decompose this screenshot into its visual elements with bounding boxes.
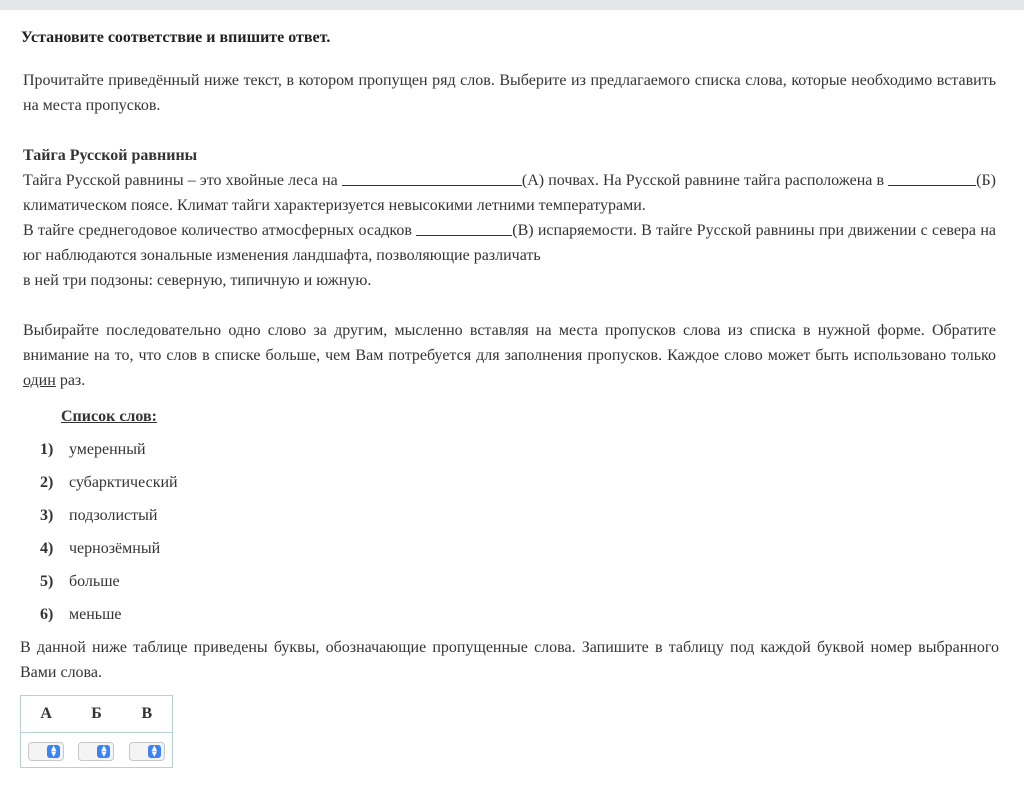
task-instruction: Установите соответствие и впишите ответ. (21, 29, 331, 46)
blank-b (888, 169, 976, 186)
list-item: 4) чернозёмный (40, 540, 161, 557)
list-item: 5) больше (40, 573, 120, 590)
answer-row (21, 733, 172, 769)
emphasis-once: один (23, 372, 56, 389)
updown-chevron-icon: ▲ ▼ (47, 745, 60, 758)
task-intro: Прочитайте приведённый ниже текст, в котором пропущен ряд слов. Выберите из предлагаемого списка слова, которые необходимо вставить на места пропусков. (23, 72, 996, 114)
list-item: 6) меньше (40, 606, 122, 623)
answer-select-v[interactable] (129, 742, 165, 761)
text-paragraph-1: Тайга Русской равнины – это хвойные леса на (А) почвах. На Русской равнине тайга расположена в (Б) климатическом поясе. Климат тайги характеризуется невысокими летними температурами. (23, 168, 996, 218)
answer-select-b[interactable] (78, 742, 114, 761)
updown-chevron-icon: ▲ ▼ (148, 745, 161, 758)
updown-chevron-icon: ▲ ▼ (97, 745, 110, 758)
task-content (23, 68, 996, 393)
blank-a (342, 169, 522, 186)
header-a: А (40, 705, 52, 722)
text-paragraph-2: В тайге среднегодовое количество атмосферных осадков (В) испаряемости. В тайге Русской равнины при движении с севера на юг наблюдаются зональные изменения ландшафта, позволяющие различать (23, 218, 996, 268)
text-paragraph-3: в ней три подзоны: северную, типичную и южную. (23, 272, 372, 289)
header-v: В (141, 705, 153, 722)
list-item: 2) субарктический (40, 474, 178, 491)
word-list-title: Список слов: (61, 408, 157, 425)
directions: Выбирайте последовательно одно слово за другим, мысленно вставляя на места пропусков слова из списка в нужной форме. Обратите внимание на то, что слов в списке больше, чем Вам потребуется для заполнения пропусков. Каждое слово может быть использовано только один раз. (23, 322, 996, 389)
list-item: 3) подзолистый (40, 507, 158, 524)
top-bar (0, 0, 1024, 10)
answer-table-header (21, 696, 172, 733)
text-title: Тайга Русской равнины (23, 147, 198, 164)
list-item: 1) умеренный (40, 441, 146, 458)
answer-select-a[interactable] (28, 742, 64, 761)
blank-c (416, 219, 512, 236)
word-list (40, 437, 178, 635)
answer-table (20, 695, 173, 768)
header-b: Б (91, 705, 102, 722)
table-intro: В данной ниже таблице приведены буквы, обозначающие пропущенные слова. Запишите в таблицу под каждой буквой номер выбранного Вами слова. (20, 639, 999, 681)
